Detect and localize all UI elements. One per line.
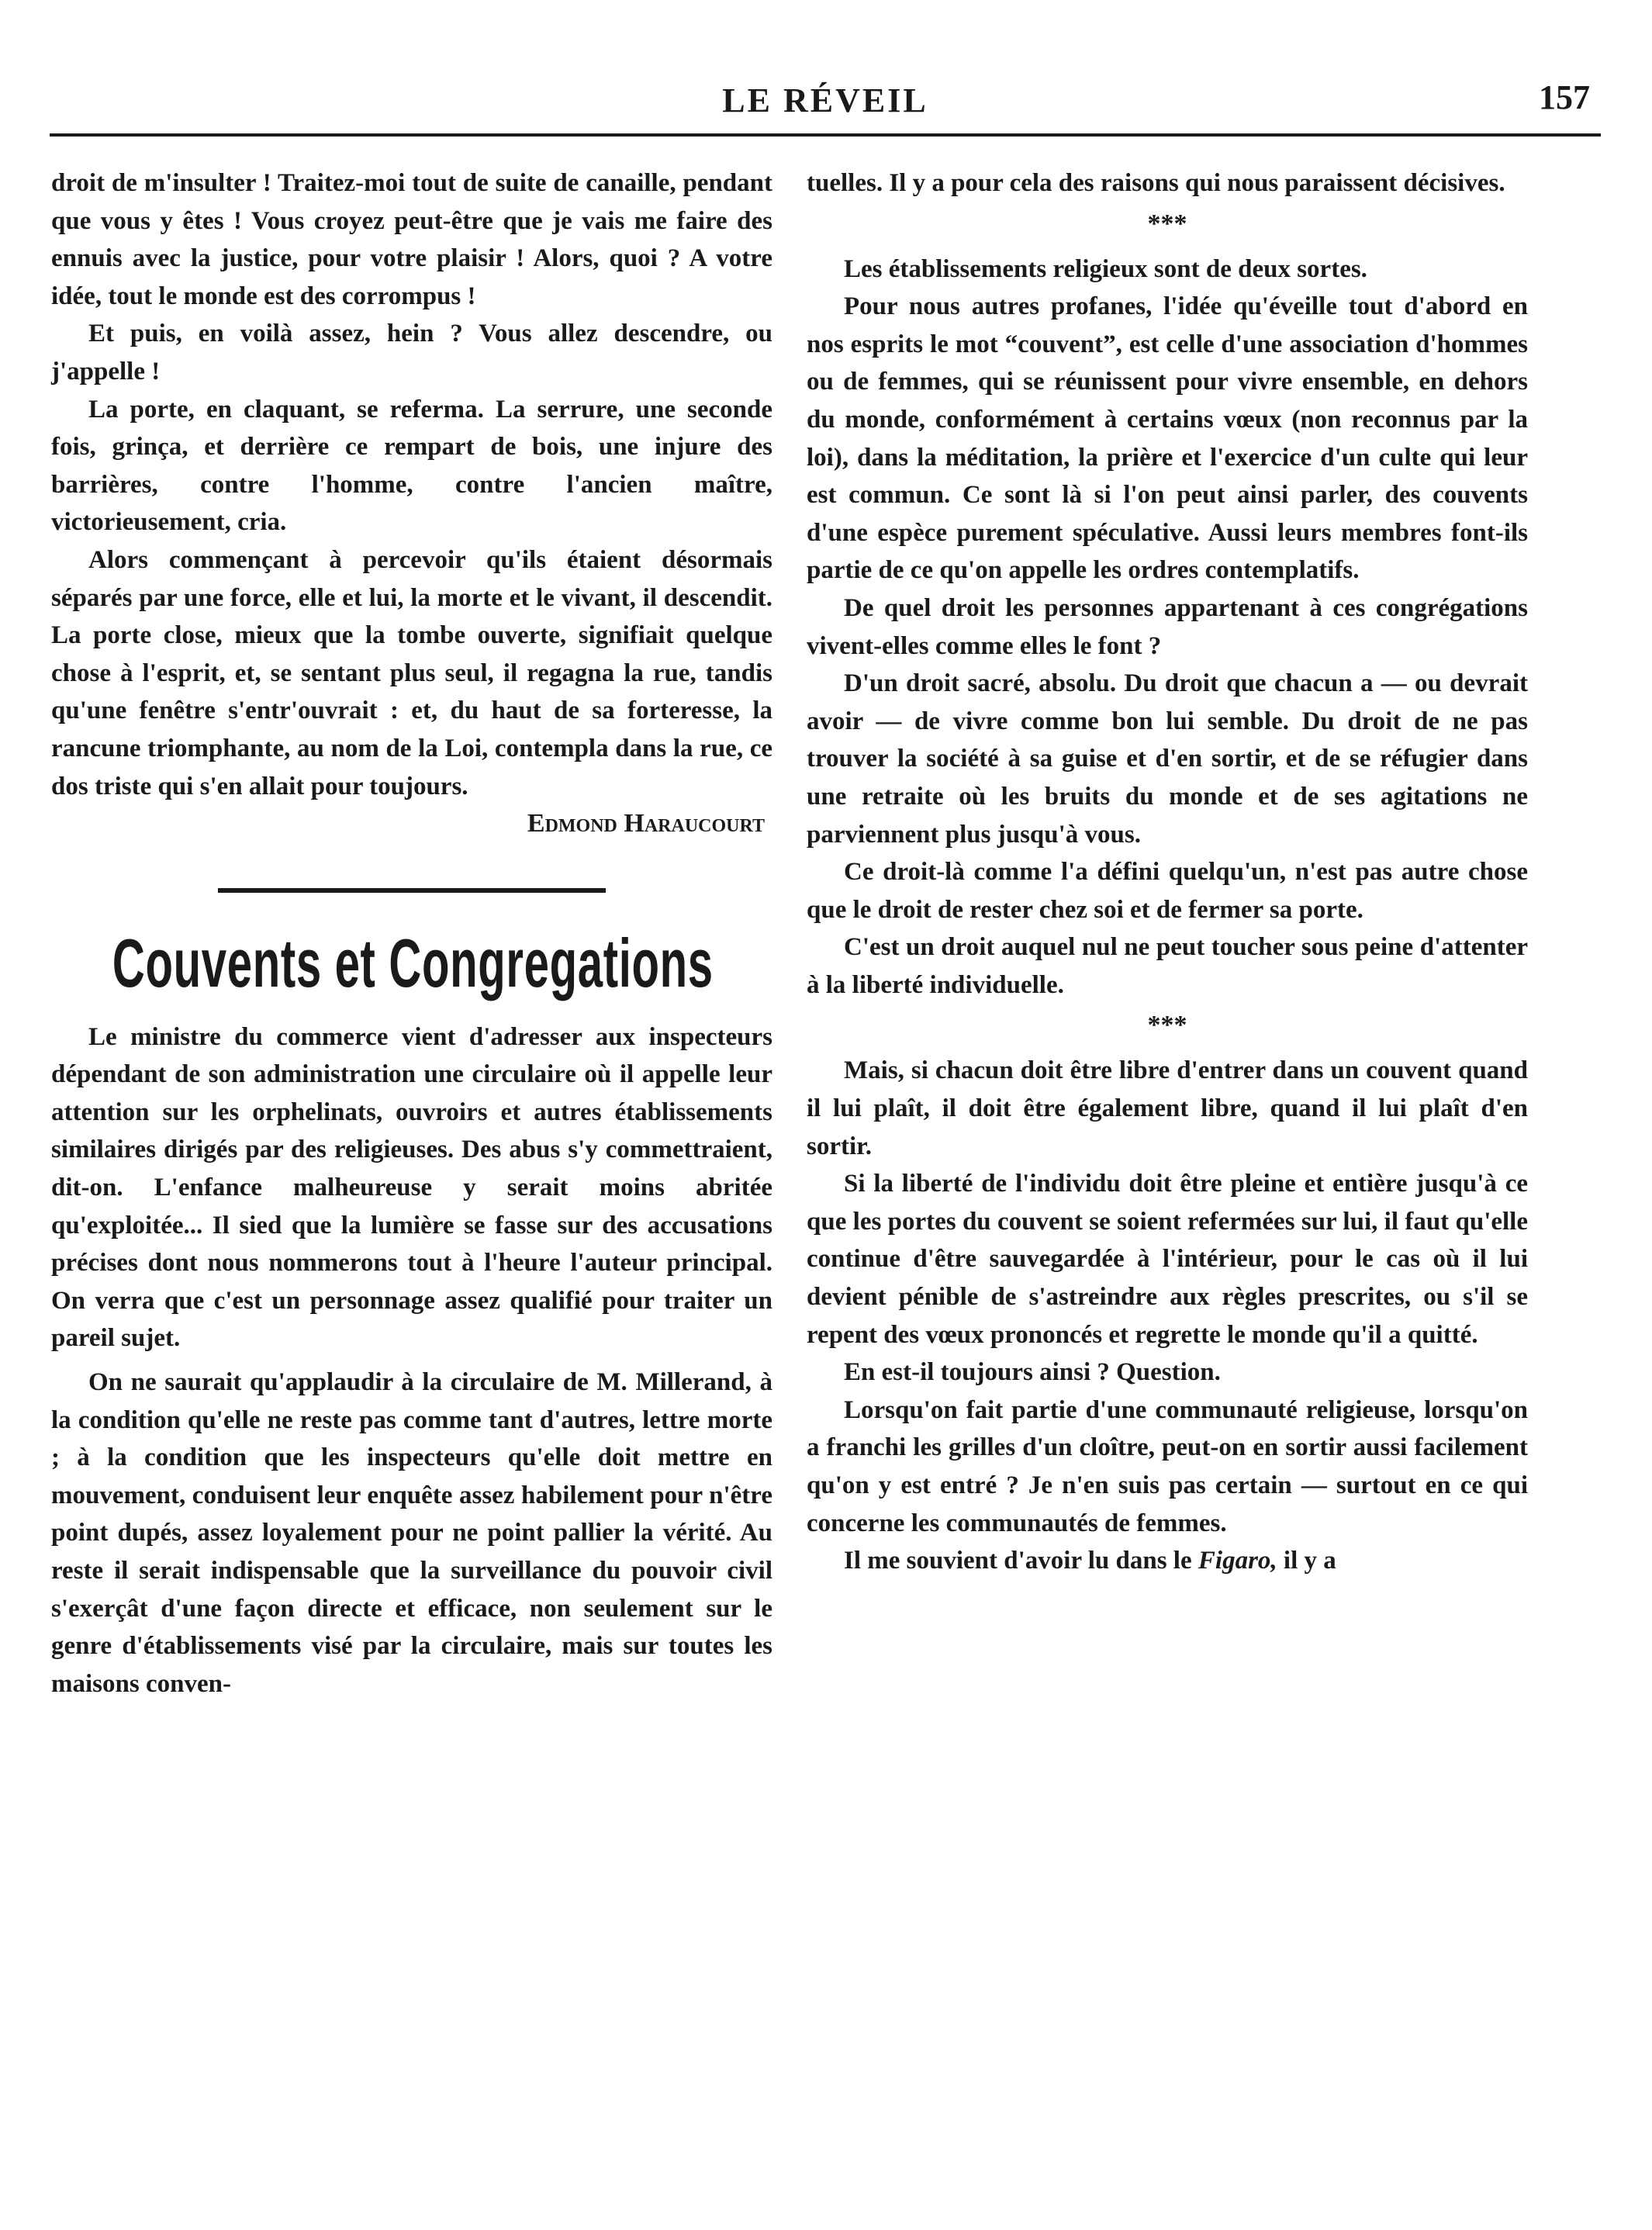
article-paragraph: En est-il toujours ainsi ? Question. bbox=[844, 1358, 1221, 1387]
article-paragraph: Les établissements religieux sont de deux sortes. bbox=[844, 254, 1367, 283]
asterism-separator: *** bbox=[1147, 1011, 1187, 1040]
page-number: 157 bbox=[1539, 78, 1590, 116]
journal-title: LE RÉVEIL bbox=[722, 81, 928, 119]
article-paragraph: Le ministre du commerce vient d'adresser aux inspecteurs dépendant de son administration une circulaire où il appelle leur attention sur les orphelinats, ouvroirs et autres établissements similaires dirigés par des religieuses. Des abus s'y commettraient, dit-on. L'enfance malheureuse y serait moins abritée qu'exploitée... Il sied que la lumière se fasse sur des accusations précises dont nous nommerons tout à l'heure l'auteur principal. On verra que c'est un personnage assez qualifié pour traiter un pareil sujet. bbox=[51, 1022, 772, 1353]
article-paragraph: On ne saurait qu'applaudir à la circulaire de M. Millerand, à la condition qu'elle ne reste pas comme tant d'autres, lettre morte ; à la condition que les inspecteurs qu'elle doit mettre en mouvement, conduisent leur enquête assez habilement pour n'être point dupés, assez loyalement pour ne point pallier la vérité. Au reste il serait indispensable que la surveillance du pouvoir civil s'exerçât d'une façon directe et efficace, non seulement sur le genre d'établissements visé par la circulaire, mais sur toutes les maisons conven- bbox=[51, 1368, 772, 1698]
story-paragraph: droit de m'insulter ! Traitez-moi tout de suite de canaille, pendant que vous y êtes ! Vous croyez peut-être que je vais me faire des ennuis avec la justice, pour votre plaisir ! Alors, quoi ? A votre idée, tout le monde est des corrompus ! bbox=[51, 169, 772, 310]
story-paragraph: Et puis, en voilà assez, hein ? Vous allez descendre, ou j'appelle ! bbox=[51, 320, 772, 385]
asterism-separator: *** bbox=[1147, 209, 1187, 238]
story-paragraph: La porte, en claquant, se referma. La serrure, une seconde fois, grinça, et derrière ce rempart de bois, une injure des barrières, contre l'homme, contre l'ancien maître, victorieusement, cria. bbox=[51, 395, 772, 537]
header-rule bbox=[50, 133, 1601, 137]
newspaper-name-figaro: Figaro, bbox=[1198, 1547, 1277, 1575]
article-paragraph: tuelles. Il y a pour cela des raisons qui nous paraissent décisives. bbox=[807, 169, 1505, 197]
article-divider bbox=[218, 888, 606, 893]
article-paragraph: Pour nous autres profanes, l'idée qu'éveille tout d'abord en nos esprits le mot “couvent”, est celle d'une association d'hommes ou de femmes, qui se réunissent pour vivre ensemble, en dehors du monde, conformément à certains vœux (non reconnus par la loi), dans la méditation, la prière et l'exercice d'un culte qui leur est commun. Ce sont là si l'on peut ainsi parler, des couvents d'une espèce purement spéculative. Aussi leurs membres font-ils partie de ce qu'on appelle les ordres contemplatifs. bbox=[807, 292, 1528, 585]
article-paragraph: Ce droit-là comme l'a défini quelqu'un, n'est pas autre chose que le droit de rester chez soi et de fermer sa porte. bbox=[807, 858, 1528, 924]
left-column bbox=[51, 164, 772, 1703]
article-paragraph: C'est un droit auquel nul ne peut toucher sous peine d'attenter à la liberté individuelle. bbox=[807, 933, 1528, 999]
article-paragraph: De quel droit les personnes appartenant à ces congrégations vivent-elles comme elles le font ? bbox=[807, 593, 1528, 660]
right-column bbox=[807, 164, 1528, 1580]
page-header bbox=[50, 78, 1601, 140]
article-paragraph: Lorsqu'on fait partie d'une communauté religieuse, lorsqu'on a franchi les grilles d'un cloître, peut-on en sortir aussi facilement qu'on y est entré ? Je n'en suis pas certain — surtout en ce qui concerne les communautés de femmes. bbox=[807, 1395, 1528, 1537]
article-title: Couvents et Congregations bbox=[112, 924, 714, 1001]
article-paragraph: D'un droit sacré, absolu. Du droit que chacun a — ou devrait avoir — de vivre comme bon lui semble. Du droit de ne pas trouver la société à sa guise et d'en sortir, et de se réfugier dans une retraite où les bruits du monde et de ses agitations ne parviennent plus jusqu'à vous. bbox=[807, 669, 1528, 849]
last-paragraph-text: Il me souvient d'avoir lu dans le bbox=[844, 1547, 1198, 1575]
author-signature: Edmond Haraucourt bbox=[527, 809, 765, 838]
article-paragraph: Mais, si chacun doit être libre d'entrer dans un couvent quand il lui plaît, il doit être également libre, quand il lui plaît d'en sortir. bbox=[807, 1056, 1528, 1160]
last-paragraph-tail: il y a bbox=[1277, 1547, 1336, 1575]
story-paragraph: Alors commençant à percevoir qu'ils étaient désormais séparés par une force, elle et lui, la morte et le vivant, il descendit. La porte close, mieux que la tombe ouverte, signifiait quelque chose à l'esprit, et, se sentant plus seul, il regagna la rue, tandis qu'une fenêtre s'entr'ouvrait : et, du haut de sa forteresse, la rancune triomphante, au nom de la Loi, contempla dans la rue, ce dos triste qui s'en allait pour toujours. bbox=[51, 545, 772, 800]
article-paragraph-last bbox=[807, 1542, 1528, 1580]
article-paragraph: Si la liberté de l'individu doit être pleine et entière jusqu'à ce que les portes du couvent se soient refermées sur lui, il faut qu'elle continue d'être sauvegardée à l'intérieur, pour le cas où il lui devient pénible de s'astreindre aux règles prescrites, ou s'il se repent des vœux prononcés et regrette le monde qu'il a quitté. bbox=[807, 1170, 1528, 1349]
